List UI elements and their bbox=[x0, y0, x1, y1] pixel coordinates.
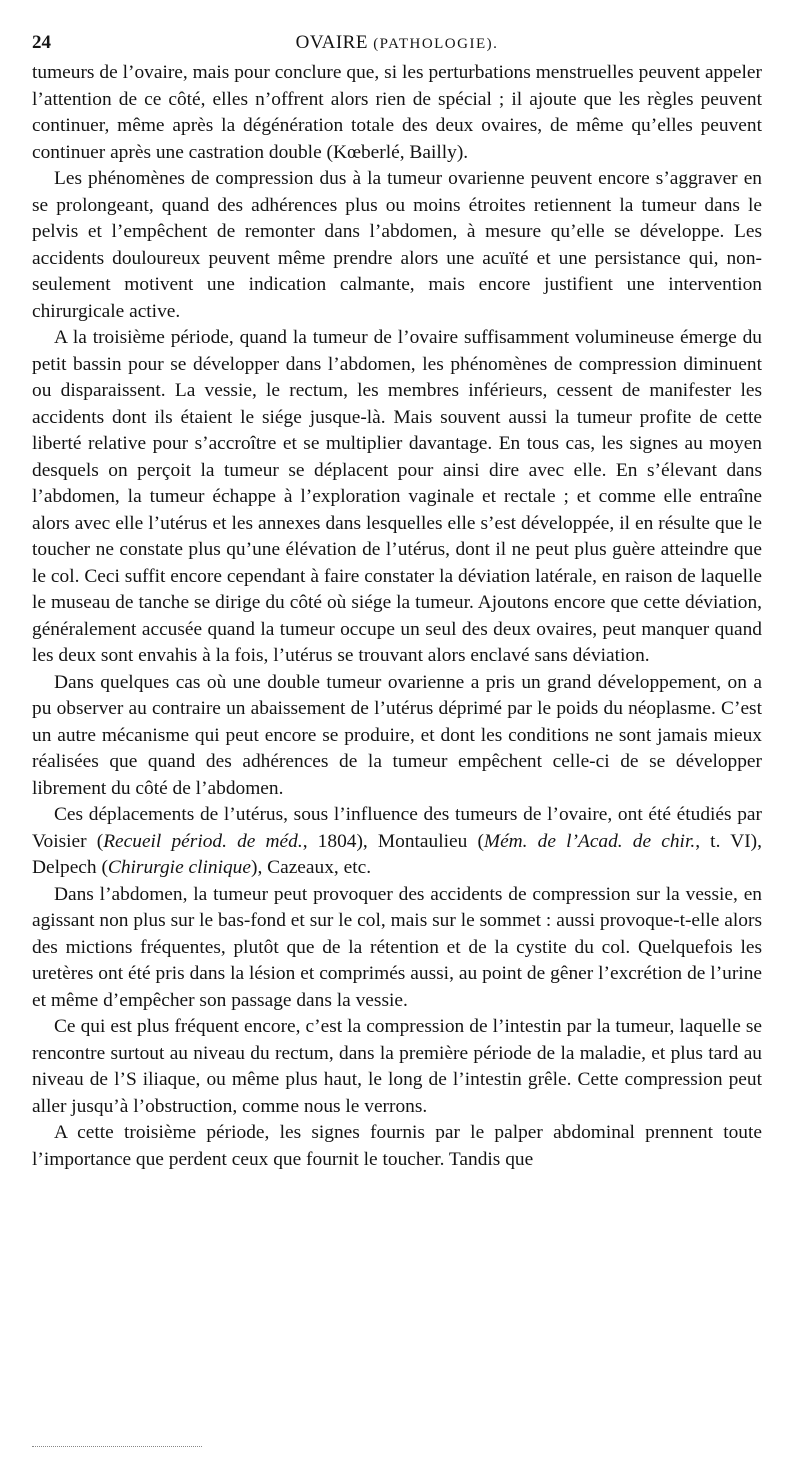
page-number: 24 bbox=[32, 32, 51, 53]
body-text bbox=[32, 60, 762, 1173]
paragraph-4 bbox=[32, 670, 762, 803]
italic-citation: Recueil périod. de méd. bbox=[103, 830, 303, 852]
text-segment: , t. VI), Delpech ( bbox=[32, 830, 762, 878]
paragraph-8 bbox=[32, 1120, 762, 1173]
text-segment: Dans l’abdomen, la tumeur peut provoquer des accidents de compression sur la vessie, en agissant non plus sur le bas-fond et sur le col, mais sur le sommet : aussi provoque-t-elle alors des mictions fréquentes, plutôt que de la rétention et de la cystite du col. Quelquefois les uretères ont été pris dans la lésion et comprimés aussi, au point de gêner l’excrétion de l’urine et même d’empêcher son passage dans la vessie. bbox=[32, 883, 762, 1011]
text-segment: ), Cazeaux, etc. bbox=[251, 857, 372, 878]
paragraph-6 bbox=[32, 882, 762, 1015]
running-head-title: OVAIRE bbox=[295, 32, 368, 53]
text-segment: , 1804), Montaulieu ( bbox=[302, 830, 484, 852]
running-head bbox=[32, 32, 762, 54]
text-segment: A cette troisième période, les signes fournis par le palper abdominal prennent toute l’importance que perdent ceux que fournit le toucher. Tandis que bbox=[32, 1122, 762, 1170]
text-segment: tumeurs de l’ovaire, mais pour conclure que, si les perturbations menstruelles peuvent appeler l’attention de ce côté, elles n’offrent alors rien de spécial ; il ajoute que les règles peuvent continuer, même après la dégénération totale des deux ovaires, de même qu’elles peuvent continuer après une castration double (Kœberlé, Bailly). bbox=[32, 62, 762, 163]
text-segment: Ces déplacements de l’utérus, sous l’influence des tumeurs de l’ovaire, ont été étudiés par Voisier ( bbox=[32, 804, 762, 852]
paragraph-3 bbox=[32, 325, 762, 670]
text-segment: A la troisième période, quand la tumeur de l’ovaire suffisamment volumineuse émerge du petit bassin pour se développer dans l’abdomen, les phénomènes de compression diminuent ou disparaissent. La vessie, le rectum, les membres inférieurs, cessent de manifester les accidents dont ils étaient le siége jusque-là. Mais souvent aussi la tumeur profite de cette liberté relative pour s’accroître et se multiplier davantage. En tous cas, les signes au moyen desquels on perçoit la tumeur se déplacent pour ainsi dire avec elle. En s’élevant dans l’abdomen, la tumeur échappe à l’exploration vaginale et rectale ; et comme elle entraîne alors avec elle l’utérus et les annexes dans lesquelles elle s’est développée, il en résulte que le toucher ne constate plus qu’une élévation de l’utérus, dont il ne peut plus guère atteindre que le col. Ceci suffit encore cependant à faire constater la déviation latérale, en raison de laquelle le museau de tanche se dirige du côté où siége la tumeur. Ajoutons encore que cette déviation, généralement accusée quand la tumeur occupe un seul des deux ovaires, peut manquer quand les deux sont envahis à la fois, l’utérus se trouvant alors enclavé sans déviation. bbox=[32, 327, 762, 666]
paragraph-7 bbox=[32, 1014, 762, 1120]
italic-citation: Mém. de l’Acad. de chir. bbox=[483, 830, 696, 852]
footer-rule bbox=[32, 1446, 202, 1447]
page-header bbox=[32, 28, 762, 58]
paragraph-2 bbox=[32, 166, 762, 325]
paragraph-5 bbox=[32, 802, 762, 882]
paragraph-1 bbox=[32, 60, 762, 166]
text-segment: Ce qui est plus fréquent encore, c’est la compression de l’intestin par la tumeur, laquelle se rencontre surtout au niveau du rectum, dans la première période de la maladie, et plus tard au niveau de l’S iliaque, ou même plus haut, le long de l’intestin grêle. Cette compression peut aller jusqu’à l’obstruction, comme nous le verrons. bbox=[32, 1016, 762, 1117]
book-page bbox=[32, 28, 762, 1173]
italic-citation: Chirurgie clinique bbox=[107, 857, 251, 878]
text-segment: Les phénomènes de compression dus à la tumeur ovarienne peuvent encore s’aggraver en se prolongeant, quand des adhérences plus ou moins étroites retiennent la tumeur dans le pelvis et l’empêchent de remonter dans l’abdomen, à mesure qu’elle se développe. Les accidents douloureux peuvent même prendre alors une acuïté et une persistance qui, non-seulement motivent une indication calmante, mais encore justifient une intervention chirurgicale active. bbox=[32, 168, 762, 322]
running-head-subtitle: (PATHOLOGIE). bbox=[373, 36, 499, 52]
text-segment: Dans quelques cas où une double tumeur ovarienne a pris un grand développement, on a pu observer au contraire un abaissement de l’utérus déprimé par le poids du néoplasme. C’est un autre mécanisme qui peut encore se produire, et dont les conditions ne sont jamais mieux réalisées que quand des adhérences de la tumeur empêchent celle-ci de se développer librement du côté de l’abdomen. bbox=[32, 671, 762, 799]
